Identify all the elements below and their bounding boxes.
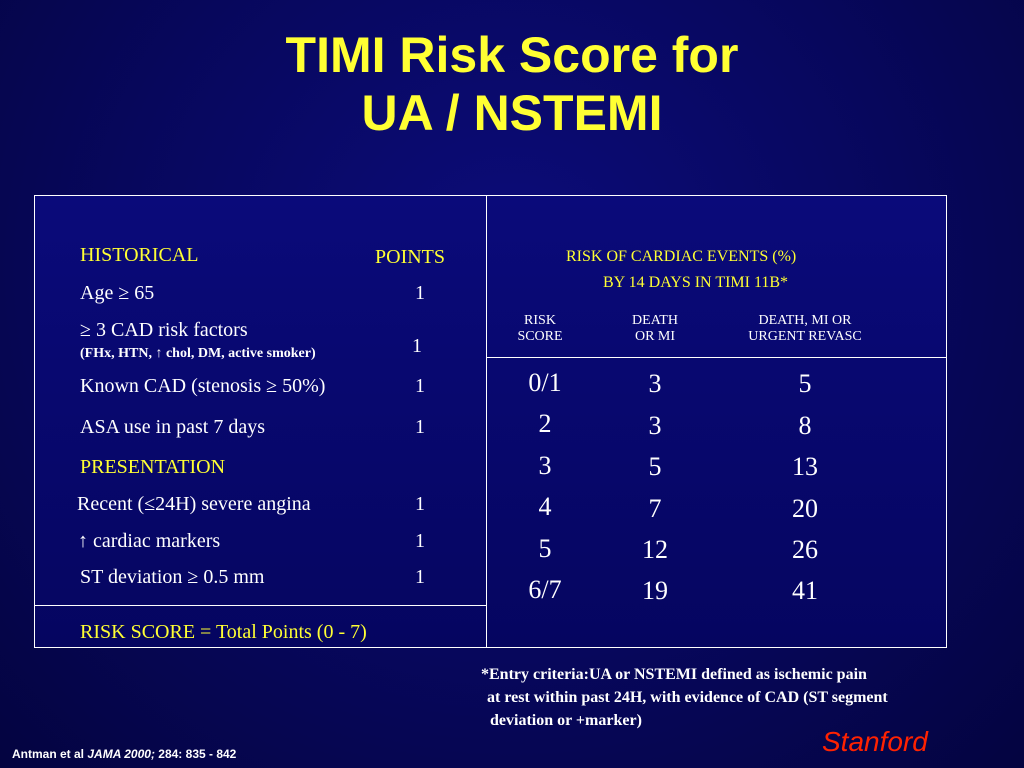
- footnote-line1: *Entry criteria:UA or NSTEMI defined as ischemic pain: [481, 666, 867, 683]
- cell-death-mi: 5: [648, 452, 662, 481]
- item-sub-cad-risk: (FHx, HTN, ↑ chol, DM, active smoker): [80, 346, 316, 361]
- footnote-line2: at rest within past 24H, with evidence of CAD (ST segment: [487, 689, 888, 706]
- cell-risk-score: 2: [538, 409, 552, 438]
- cell-risk-score: 5: [538, 534, 552, 563]
- total-score-formula: RISK SCORE = Total Points (0 - 7): [80, 621, 367, 643]
- cell-death-mi: 7: [648, 494, 662, 523]
- item-label-markers: ↑ cardiac markers: [78, 530, 221, 552]
- cell-death-mi: 3: [648, 411, 662, 440]
- item-label-st-deviation: ST deviation ≥ 0.5 mm: [80, 566, 265, 588]
- citation: [12, 747, 236, 761]
- table-divider-right: [486, 357, 947, 358]
- item-label-cad-risk: ≥ 3 CAD risk factors: [80, 319, 248, 341]
- cell-risk-score: 4: [538, 492, 552, 521]
- item-points-st-deviation: 1: [415, 566, 425, 588]
- citation-authors: Antman et al: [12, 747, 88, 761]
- presentation-header: PRESENTATION: [80, 456, 226, 478]
- cell-risk-score: 6/7: [528, 575, 562, 604]
- col-header-death-mi-line2: OR MI: [634, 329, 676, 344]
- cell-death-mi-revasc: 13: [792, 452, 818, 481]
- events-header-line2: BY 14 DAYS IN TIMI 11B*: [603, 274, 789, 291]
- cell-death-mi-revasc: 20: [792, 494, 818, 523]
- item-label-known-cad: Known CAD (stenosis ≥ 50%): [80, 375, 326, 397]
- cell-death-mi-revasc: 26: [792, 535, 818, 564]
- table-divider-vertical: [486, 195, 487, 648]
- cell-death-mi-revasc: 41: [792, 576, 818, 605]
- footnote-line3: deviation or +marker): [490, 712, 642, 729]
- item-label-angina: Recent (≤24H) severe angina: [77, 493, 311, 515]
- item-points-markers: 1: [415, 530, 425, 552]
- col-header-death-mi-revasc: [715, 313, 895, 345]
- cell-death-mi: 12: [642, 535, 668, 564]
- cell-risk-score: 3: [538, 451, 552, 480]
- col-header-death-mi: [610, 313, 700, 345]
- item-label-asa: ASA use in past 7 days: [80, 416, 265, 438]
- cell-death-mi-revasc: 8: [798, 411, 812, 440]
- item-points-known-cad: 1: [415, 375, 425, 397]
- col-header-risk-score-line1: RISK: [524, 313, 556, 328]
- col-header-death-mi-revasc-line1: DEATH, MI OR: [758, 313, 852, 328]
- citation-journal: JAMA 2000;: [87, 747, 155, 761]
- title-line-2: UA / NSTEMI: [361, 85, 663, 141]
- cell-risk-score: 0/1: [528, 368, 562, 397]
- col-header-risk-score: [505, 313, 575, 345]
- col-header-death-mi-line1: DEATH: [632, 313, 678, 328]
- citation-pages: 284: 835 - 842: [154, 747, 237, 761]
- cell-death-mi-revasc: 5: [798, 369, 812, 398]
- item-points-angina: 1: [415, 493, 425, 515]
- item-label-age: Age ≥ 65: [80, 282, 155, 304]
- table-divider-left: [34, 605, 487, 606]
- slide-title: [0, 26, 1024, 142]
- col-header-death-mi-revasc-line2: URGENT REVASC: [748, 329, 862, 344]
- col-header-risk-score-line2: SCORE: [517, 329, 563, 344]
- cell-death-mi: 19: [642, 576, 668, 605]
- item-points-asa: 1: [415, 416, 425, 438]
- item-points-age: 1: [415, 282, 425, 304]
- cell-death-mi: 3: [648, 369, 662, 398]
- historical-header: HISTORICAL: [80, 244, 199, 266]
- title-line-1: TIMI Risk Score for: [285, 27, 739, 83]
- stanford-logo: Stanford: [822, 726, 928, 757]
- points-header: POINTS: [375, 246, 446, 268]
- events-header-line1: RISK OF CARDIAC EVENTS (%): [566, 248, 797, 265]
- item-points-cad-risk: 1: [412, 335, 422, 357]
